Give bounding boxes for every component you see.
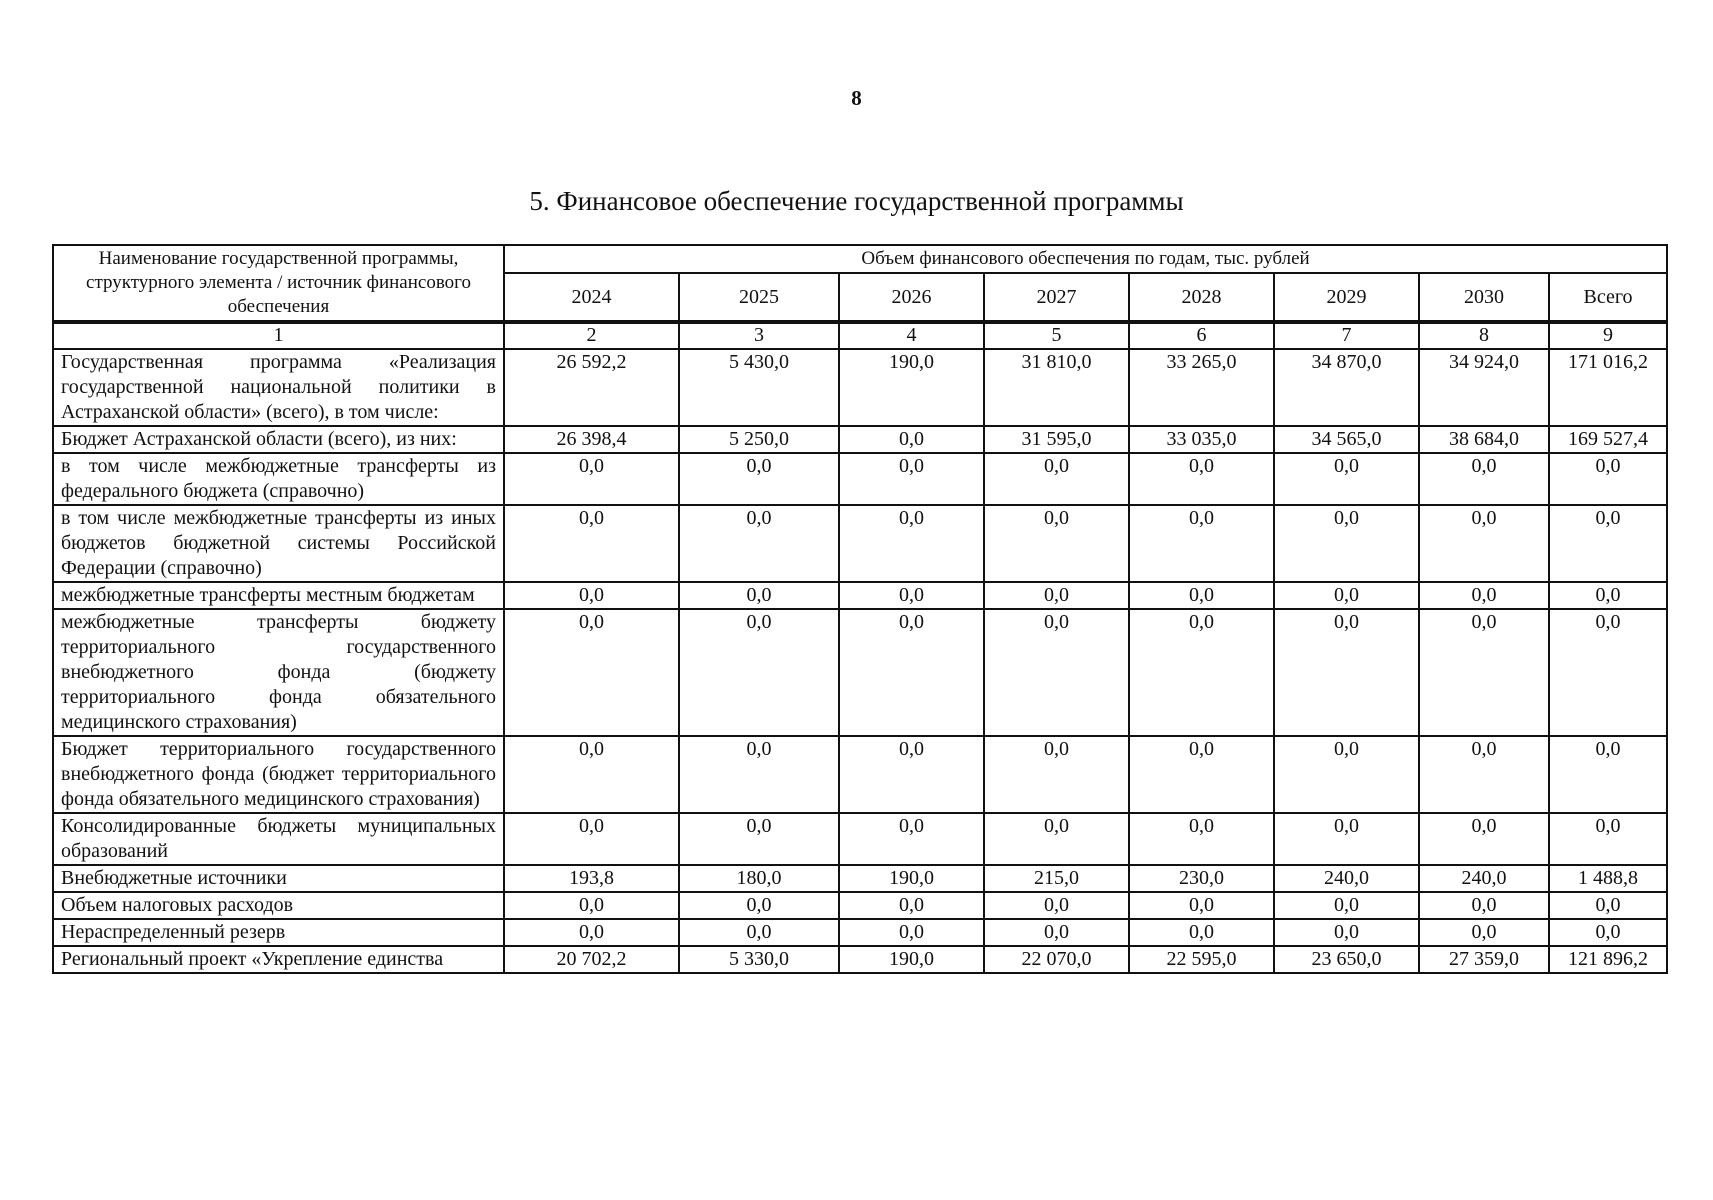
row-year-value: 0,0 xyxy=(839,736,984,813)
column-index: 2 xyxy=(504,322,679,349)
year-header: 2026 xyxy=(839,273,984,322)
row-year-value: 0,0 xyxy=(984,609,1129,736)
row-year-value: 0,0 xyxy=(839,609,984,736)
section-title: 5. Финансовое обеспечение государственной программы xyxy=(529,186,1184,216)
row-year-value: 0,0 xyxy=(1419,813,1549,865)
year-header: 2028 xyxy=(1129,273,1274,322)
column-index-row xyxy=(53,322,1667,349)
row-total-value: 0,0 xyxy=(1549,919,1667,946)
row-year-value: 190,0 xyxy=(839,946,984,973)
row-year-value: 0,0 xyxy=(984,892,1129,919)
row-year-value: 34 870,0 xyxy=(1274,349,1419,426)
row-year-value: 0,0 xyxy=(1419,453,1549,505)
row-year-value: 0,0 xyxy=(679,919,839,946)
row-year-value: 0,0 xyxy=(839,813,984,865)
column-index: 9 xyxy=(1549,322,1667,349)
row-total-value: 0,0 xyxy=(1549,892,1667,919)
row-year-value: 240,0 xyxy=(1419,865,1549,892)
year-header: 2029 xyxy=(1274,273,1419,322)
row-year-value: 0,0 xyxy=(679,505,839,582)
row-year-value: 0,0 xyxy=(1419,505,1549,582)
row-year-value: 23 650,0 xyxy=(1274,946,1419,973)
row-year-value: 0,0 xyxy=(1129,892,1274,919)
row-year-value: 33 265,0 xyxy=(1129,349,1274,426)
row-year-value: 0,0 xyxy=(1419,919,1549,946)
row-year-value: 0,0 xyxy=(1419,736,1549,813)
row-year-value: 0,0 xyxy=(679,813,839,865)
row-year-value: 0,0 xyxy=(984,582,1129,609)
row-year-value: 0,0 xyxy=(1129,813,1274,865)
row-year-value: 0,0 xyxy=(839,892,984,919)
row-total-value: 0,0 xyxy=(1549,453,1667,505)
row-total-value: 121 896,2 xyxy=(1549,946,1667,973)
funding-volume-header: Объем финансового обеспечения по годам, тыс. рублей xyxy=(504,245,1667,273)
row-year-value: 0,0 xyxy=(839,505,984,582)
row-year-value: 0,0 xyxy=(1129,505,1274,582)
row-year-value: 0,0 xyxy=(984,505,1129,582)
row-total-value: 1 488,8 xyxy=(1549,865,1667,892)
row-year-value: 0,0 xyxy=(504,813,679,865)
row-year-value: 0,0 xyxy=(1274,609,1419,736)
row-total-value: 0,0 xyxy=(1549,736,1667,813)
row-year-value: 0,0 xyxy=(679,892,839,919)
row-label: Бюджет Астраханской области (всего), из них: xyxy=(53,426,504,453)
year-header: 2025 xyxy=(679,273,839,322)
row-year-value: 0,0 xyxy=(839,453,984,505)
financing-table xyxy=(52,244,1668,974)
row-year-value: 0,0 xyxy=(1129,609,1274,736)
row-year-value: 0,0 xyxy=(1274,582,1419,609)
row-total-value: 0,0 xyxy=(1549,582,1667,609)
row-year-value: 5 250,0 xyxy=(679,426,839,453)
year-header: 2030 xyxy=(1419,273,1549,322)
table-row xyxy=(53,426,1667,453)
name-column-header: Наименование государственной программы, структурного элемента / источник финансового обеспечения xyxy=(53,245,504,322)
row-total-value: 169 527,4 xyxy=(1549,426,1667,453)
table-row xyxy=(53,453,1667,505)
column-index: 6 xyxy=(1129,322,1274,349)
table-row xyxy=(53,892,1667,919)
column-index: 3 xyxy=(679,322,839,349)
row-year-value: 0,0 xyxy=(504,892,679,919)
row-year-value: 180,0 xyxy=(679,865,839,892)
row-label: Региональный проект «Укрепление единства xyxy=(53,946,504,973)
row-label: Нераспределенный резерв xyxy=(53,919,504,946)
row-year-value: 0,0 xyxy=(1274,919,1419,946)
row-year-value: 0,0 xyxy=(504,582,679,609)
year-header: 2024 xyxy=(504,273,679,322)
column-index: 1 xyxy=(53,322,504,349)
row-label: межбюджетные трансферты бюджету территориального государственного внебюджетного фонда (бюджету территориального фонда обязательного медицинского страхования) xyxy=(53,609,504,736)
row-label: Бюджет территориального государственного внебюджетного фонда (бюджет территориального фонда обязательного медицинского страхования) xyxy=(53,736,504,813)
row-year-value: 0,0 xyxy=(1129,582,1274,609)
row-year-value: 0,0 xyxy=(984,813,1129,865)
row-year-value: 0,0 xyxy=(984,453,1129,505)
total-header: Всего xyxy=(1549,273,1667,322)
column-index: 7 xyxy=(1274,322,1419,349)
table-row xyxy=(53,349,1667,426)
row-total-value: 0,0 xyxy=(1549,609,1667,736)
row-year-value: 20 702,2 xyxy=(504,946,679,973)
row-year-value: 26 398,4 xyxy=(504,426,679,453)
row-year-value: 0,0 xyxy=(1419,609,1549,736)
row-year-value: 0,0 xyxy=(504,919,679,946)
row-year-value: 0,0 xyxy=(1129,453,1274,505)
row-year-value: 190,0 xyxy=(839,865,984,892)
row-year-value: 0,0 xyxy=(984,736,1129,813)
table-row xyxy=(53,609,1667,736)
row-label: Внебюджетные источники xyxy=(53,865,504,892)
row-year-value: 34 924,0 xyxy=(1419,349,1549,426)
row-year-value: 240,0 xyxy=(1274,865,1419,892)
row-year-value: 0,0 xyxy=(679,609,839,736)
row-total-value: 171 016,2 xyxy=(1549,349,1667,426)
row-year-value: 26 592,2 xyxy=(504,349,679,426)
row-total-value: 0,0 xyxy=(1549,505,1667,582)
row-year-value: 0,0 xyxy=(679,582,839,609)
row-year-value: 190,0 xyxy=(839,349,984,426)
row-year-value: 230,0 xyxy=(1129,865,1274,892)
row-year-value: 0,0 xyxy=(1274,892,1419,919)
row-label: Консолидированные бюджеты муниципальных образований xyxy=(53,813,504,865)
table-row xyxy=(53,813,1667,865)
table-row xyxy=(53,946,1667,973)
row-year-value: 0,0 xyxy=(839,919,984,946)
row-year-value: 0,0 xyxy=(679,453,839,505)
row-year-value: 31 595,0 xyxy=(984,426,1129,453)
row-year-value: 0,0 xyxy=(839,582,984,609)
row-year-value: 0,0 xyxy=(1419,582,1549,609)
row-year-value: 5 330,0 xyxy=(679,946,839,973)
table-row xyxy=(53,736,1667,813)
table-row xyxy=(53,582,1667,609)
row-year-value: 34 565,0 xyxy=(1274,426,1419,453)
row-year-value: 22 595,0 xyxy=(1129,946,1274,973)
row-year-value: 0,0 xyxy=(839,426,984,453)
row-label: в том числе межбюджетные трансферты из федерального бюджета (справочно) xyxy=(53,453,504,505)
row-year-value: 0,0 xyxy=(504,505,679,582)
row-label: в том числе межбюджетные трансферты из иных бюджетов бюджетной системы Российской Федерации (справочно) xyxy=(53,505,504,582)
row-label: Объем налоговых расходов xyxy=(53,892,504,919)
row-year-value: 0,0 xyxy=(504,453,679,505)
row-year-value: 0,0 xyxy=(1129,919,1274,946)
row-year-value: 0,0 xyxy=(504,609,679,736)
row-year-value: 27 359,0 xyxy=(1419,946,1549,973)
year-header: 2027 xyxy=(984,273,1129,322)
row-year-value: 38 684,0 xyxy=(1419,426,1549,453)
row-year-value: 0,0 xyxy=(1419,892,1549,919)
row-total-value: 0,0 xyxy=(1549,813,1667,865)
table-row xyxy=(53,865,1667,892)
row-year-value: 193,8 xyxy=(504,865,679,892)
column-index: 8 xyxy=(1419,322,1549,349)
column-index: 5 xyxy=(984,322,1129,349)
row-label: Государственная программа «Реализация государственной национальной политики в Астраханской области» (всего), в том числе: xyxy=(53,349,504,426)
row-year-value: 31 810,0 xyxy=(984,349,1129,426)
table-row xyxy=(53,505,1667,582)
row-year-value: 215,0 xyxy=(984,865,1129,892)
row-label: межбюджетные трансферты местным бюджетам xyxy=(53,582,504,609)
row-year-value: 0,0 xyxy=(1274,505,1419,582)
row-year-value: 0,0 xyxy=(1129,736,1274,813)
row-year-value: 0,0 xyxy=(504,736,679,813)
table-row xyxy=(53,919,1667,946)
row-year-value: 33 035,0 xyxy=(1129,426,1274,453)
row-year-value: 0,0 xyxy=(679,736,839,813)
row-year-value: 0,0 xyxy=(1274,453,1419,505)
page-number: 8 xyxy=(851,86,862,110)
row-year-value: 0,0 xyxy=(1274,813,1419,865)
table-header-row xyxy=(53,245,1667,273)
row-year-value: 0,0 xyxy=(1274,736,1419,813)
row-year-value: 5 430,0 xyxy=(679,349,839,426)
row-year-value: 0,0 xyxy=(984,919,1129,946)
row-year-value: 22 070,0 xyxy=(984,946,1129,973)
column-index: 4 xyxy=(839,322,984,349)
